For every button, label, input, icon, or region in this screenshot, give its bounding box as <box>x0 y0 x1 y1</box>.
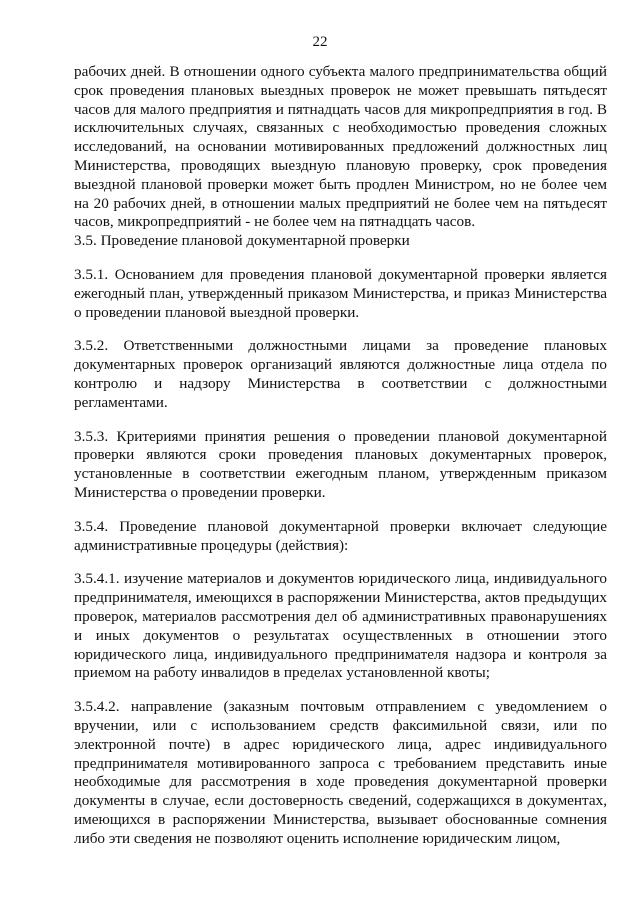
section-heading-3-5: 3.5. Проведение плановой документарной проверки <box>74 232 410 250</box>
paragraph-3-5-3: 3.5.3. Критериями принятия решения о проведении плановой документарной проверки являются сроки проведения плановых документарных проверок, установленные в соответствии ежегодным планом, утвержденным приказом Министерства о проведении проверки. <box>74 427 607 501</box>
paragraph-3-5-4-2: 3.5.4.2. направление (заказным почтовым отправлением с уведомлением о вручении, или с использованием средств факсимильной связи, или по электронной почте) в адрес юридического лица, адрес индивидуального предпринимателя мотивированного запроса с требованием представить иные необходимые для рассмотрения в ходе проведения документарной проверки документы в случае, если достоверность сведений, содержащихся в документах, имеющихся в распоряжении Министерства, вызывает обоснованные сомнения либо эти сведения не позволяют оценить исполнение юридическим лицом, <box>74 698 607 847</box>
paragraph-continuation: рабочих дней. В отношении одного субъекта малого предпринимательства общий срок проведения плановых выездных проверок не может превышать пятьдесят часов для малого предприятия и пятнадцать часов для микропредприятия в год. В исключительных случаях, связанных с необходимостью проведения сложных исследований, на основании мотивированных предложений должностных лиц Министерства, проводящих выездную плановую проверку, срок проведения выездной плановой проверки может быть продлен Министром, но не более чем на 20 рабочих дней, в отношении малых предприятий не более чем на пятьдесят часов, микропредприятий - не более чем на пятнадцать часов. <box>74 63 607 231</box>
paragraph-3-5-1: 3.5.1. Основанием для проведения плановой документарной проверки является ежегодный план, утвержденный приказом Министерства, и приказ Министерства о проведении плановой выездной проверки. <box>74 265 607 321</box>
paragraph-3-5-4: 3.5.4. Проведение плановой документарной проверки включает следующие административные процедуры (действия): <box>74 517 607 554</box>
paragraph-3-5-4-1: 3.5.4.1. изучение материалов и документов юридического лица, индивидуального предпринимателя, имеющихся в распоряжении Министерства, актов предыдущих проверок, материалов рассмотрения дел об административных правонарушениях и иных документов о результатах осуществленных в отношении этого юридического лица, индивидуального предпринимателя надзора и контроля за приемом на работу инвалидов в пределах установленной квоты; <box>74 570 607 682</box>
document-body <box>74 63 607 848</box>
page-number: 22 <box>312 34 328 50</box>
paragraph-3-5-2: 3.5.2. Ответственными должностными лицами за проведение плановых документарных проверок организаций являются должностные лица отдела по контролю и надзору Министерства в соответствии с должностными регламентами. <box>74 337 607 411</box>
